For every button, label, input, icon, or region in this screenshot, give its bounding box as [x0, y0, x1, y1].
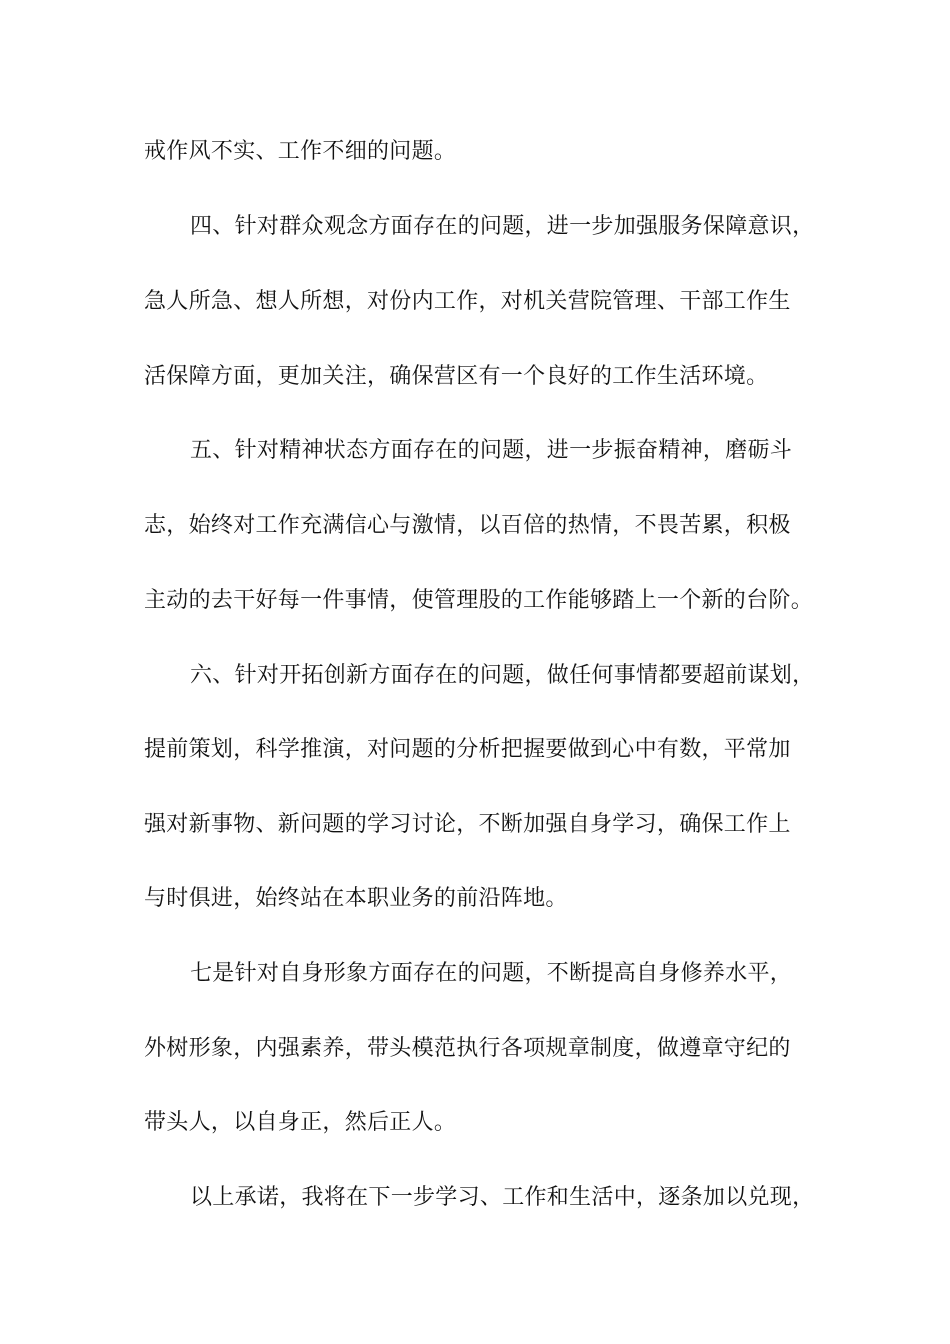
text-line: 强对新事物、新问题的学习讨论，不断加强自身学习，确保工作上	[144, 812, 791, 837]
text-line: 带头人，以自身正，然后正人。	[144, 1110, 457, 1135]
text-line: 活保障方面，更加关注，确保营区有一个良好的工作生活环境。	[144, 364, 769, 389]
paragraph-4-start: 四、针对群众观念方面存在的问题，进一步加强服务保障意识，	[190, 214, 815, 239]
paragraph-5-start: 五、针对精神状态方面存在的问题，进一步振奋精神，磨砺斗	[190, 438, 793, 463]
text-line: 志，始终对工作充满信心与激情，以百倍的热情，不畏苦累，积极	[144, 513, 791, 538]
text-line: 提前策划，科学推演，对问题的分析把握要做到心中有数，平常加	[144, 737, 791, 762]
text-line: 与时俱进，始终站在本职业务的前沿阵地。	[144, 886, 568, 911]
text-line: 主动的去干好每一件事情，使管理股的工作能够踏上一个新的台阶。	[144, 588, 814, 613]
paragraph-closing-start: 以上承诺，我将在下一步学习、工作和生活中，逐条加以兑现，	[190, 1185, 815, 1210]
paragraph-6-start: 六、针对开拓创新方面存在的问题，做任何事情都要超前谋划，	[190, 663, 815, 688]
text-line: 外树形象，内强素养，带头模范执行各项规章制度，做遵章守纪的	[144, 1036, 791, 1061]
text-line: 戒作风不实、工作不细的问题。	[144, 139, 457, 164]
text-line: 急人所急、想人所想，对份内工作，对机关营院管理、干部工作生	[144, 289, 791, 314]
paragraph-7-start: 七是针对自身形象方面存在的问题，不断提高自身修养水平，	[190, 961, 793, 986]
